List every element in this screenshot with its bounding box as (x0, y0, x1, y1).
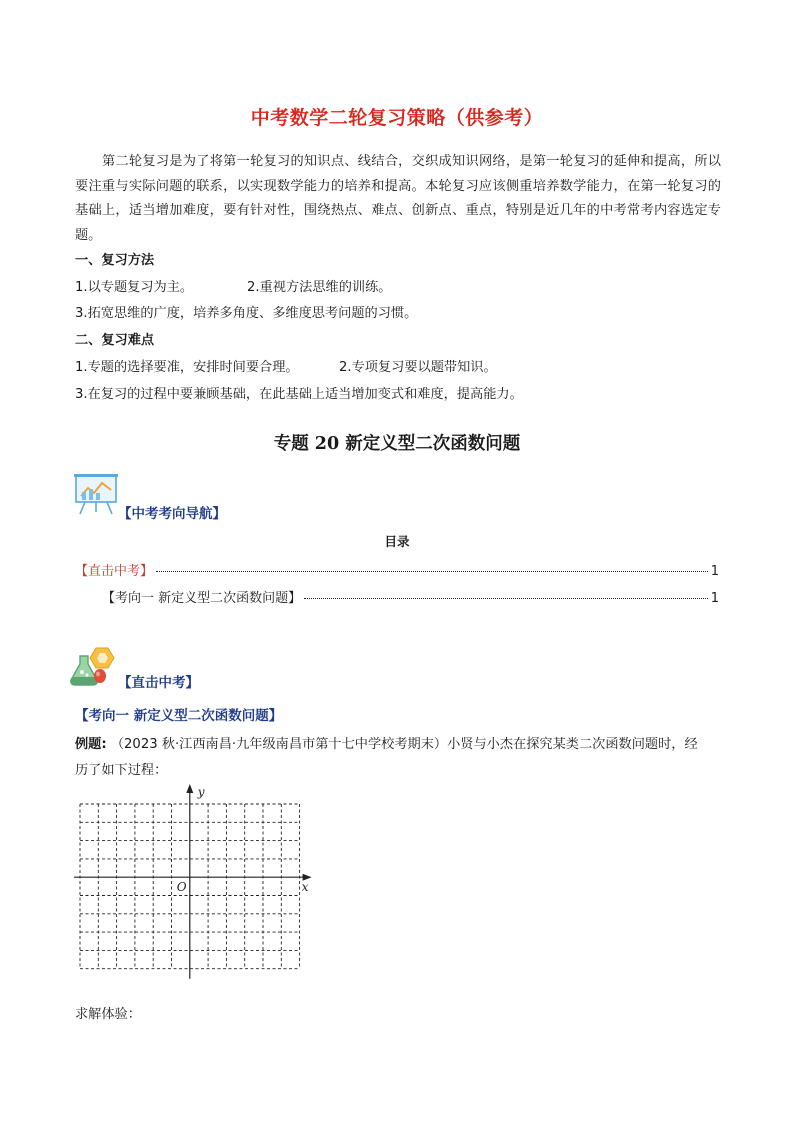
toc-entry-page: 1 (710, 591, 719, 606)
toc-entry-kaoxiang[interactable] (102, 587, 719, 606)
after-grid-text: 求解体验： (75, 1007, 141, 1022)
example-text1: （2023 秋·江西南昌·九年级南昌市第十七中学校考期末）小贤与小杰在探究某类二次函数问题时，经 (110, 737, 698, 752)
section1-item3: 3.拓宽思维的广度，培养多角度、多维度思考问题的习惯。 (75, 306, 418, 321)
toc-leader-dots (304, 598, 708, 599)
coordinate-grid-svg (70, 782, 320, 997)
section2-item1: 1.专题的选择要准，安排时间要合理。 (75, 360, 299, 375)
intro-paragraph: 第二轮复习是为了将第一轮复习的知识点、线结合，交织成知识网络，是第一轮复习的延伸和提高，所以要注重与实际问题的联系，以实现数学能力的培养和提高。本轮复习应该侧重培养数学能力，在第一轮复习的基础上，适当增加难度，要有针对性，围绕热点、难点、创新点、重点，特别是近几年的中考常考内容选定专题。 (75, 154, 721, 243)
y-axis-label: y (197, 785, 205, 799)
x-axis-label: x (301, 880, 309, 895)
nav-heading: 【中考考向导航】 (118, 506, 226, 522)
example-label: 例题 (75, 737, 102, 752)
toc-entry-label: 【考向一 新定义型二次函数问题】 (102, 591, 302, 606)
example-line1 (75, 733, 698, 752)
section1-item2: 2.重视方法思维的训练。 (247, 280, 392, 295)
section2-item2: 2.专项复习要以题带知识。 (339, 360, 497, 375)
kaoxiang-heading: 【考向一 新定义型二次函数问题】 (75, 708, 283, 724)
direct-heading: 【直击中考】 (118, 675, 199, 691)
science-flask-icon (70, 644, 118, 688)
toc-entry-page: 1 (710, 564, 719, 579)
presentation-board-icon (73, 472, 123, 510)
section1-heading: 一、复习方法 (75, 253, 155, 268)
coordinate-grid-figure (70, 782, 320, 997)
section2-heading: 二、复习难点 (75, 333, 155, 348)
page-title: 中考数学二轮复习策略（供参考） (250, 107, 544, 129)
toc-entry-label: 【直击中考】 (75, 564, 154, 579)
toc-entry-direct[interactable] (75, 560, 719, 579)
toc-title: 目录 (384, 534, 410, 549)
section1-item1: 1.以专题复习为主。 (75, 280, 194, 295)
topic-title: 专题 20 新定义型二次函数问题 (273, 434, 521, 454)
example-line2: 历了如下过程： (75, 763, 168, 778)
example-colon: : (101, 737, 107, 752)
toc-leader-dots (156, 571, 708, 572)
section2-item3: 3.在复习的过程中要兼顾基础，在此基础上适当增加变式和难度，提高能力。 (75, 387, 523, 402)
y-axis-arrow (186, 784, 193, 793)
origin-label: O (176, 880, 187, 895)
